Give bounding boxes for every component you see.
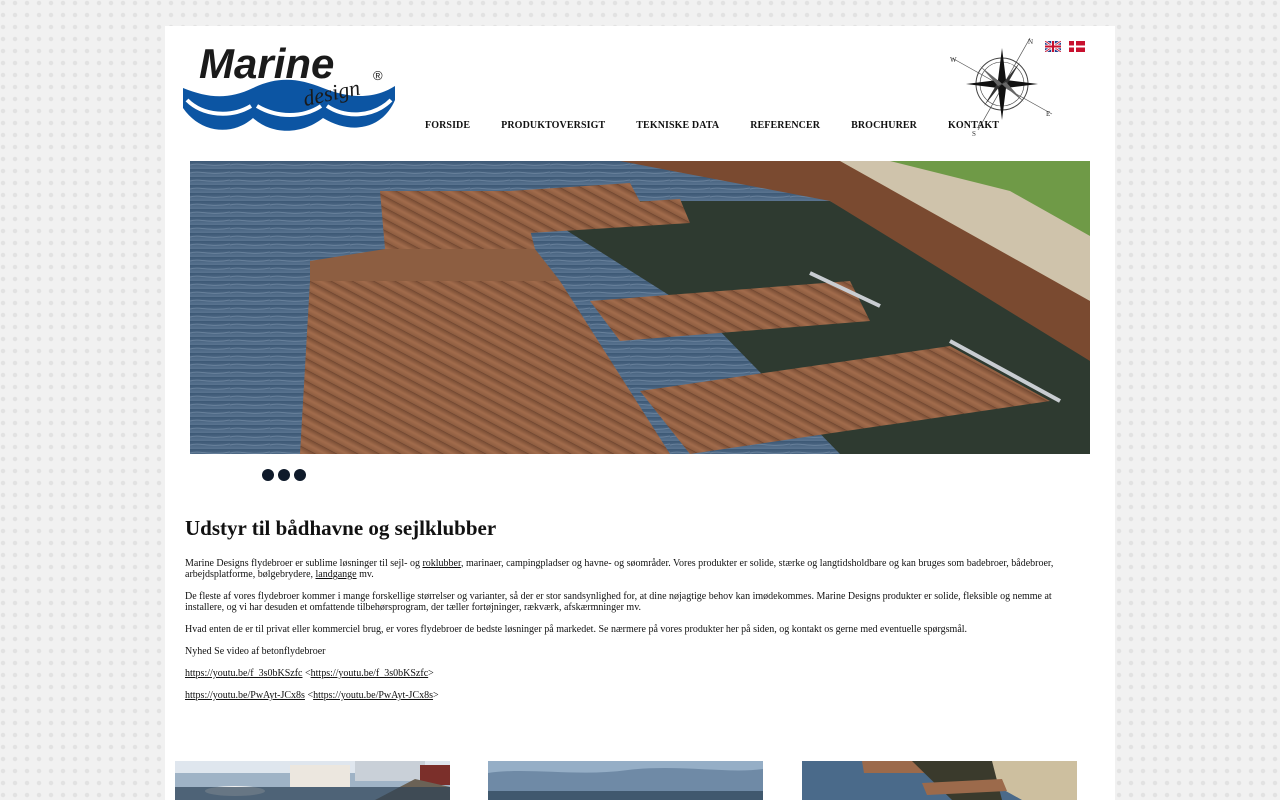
video-link-row [185,668,1085,679]
slider-dot[interactable] [278,469,290,481]
nav-item-forside[interactable]: FORSIDE [425,120,471,131]
slider-dot[interactable] [294,469,306,481]
hero-slide-image [190,161,1090,454]
language-switcher [1045,41,1085,52]
intro-text-part: Marine Designs flydebroer er sublime løsninger til sejl- og [185,558,423,569]
video-link[interactable]: https://youtu.be/f_3s0bKSzfc [310,668,429,679]
nav-item-brochurer[interactable]: BROCHURER [851,120,917,131]
compass-south-letter: S [972,130,976,138]
bracket-text: > [428,668,434,679]
variants-paragraph: De fleste af vores flydebroer kommer i mange forskellige størrelser og varianter, så der er stor sandsynlighed for, at dine nøjagtige behov kan imødekommes. Marine Designs produkter er solide, fleksible og nemme at installere, og vi har desuden et omfattende tilbehørsprogram, der tæller fortøjninger, rækværk, afskærmninger mv. [185,591,1052,613]
main-content [185,516,1085,712]
danish-flag-icon[interactable] [1069,41,1085,52]
landgange-link[interactable]: landgange [315,569,357,580]
thumbnail-image[interactable] [802,761,1077,800]
compass-east-letter: E [1046,110,1051,118]
bracket-text: < [302,668,311,679]
marine-design-logo[interactable] [183,38,395,134]
intro-text-part: , marinaer, campingpladser og havne- og søområder. Vores produkter er solide, stærke og langtidsholdbare og kan bruges som badebroer, bådebroer, arbejdsplatforme, bølgebrydere, [185,558,1054,580]
nav-item-tekniske-data[interactable]: TEKNISKE DATA [636,120,720,131]
page-container [165,26,1115,800]
news-paragraph: Nyhed Se video af betonflydebroer [185,646,326,657]
thumbnail-image[interactable] [175,761,450,800]
logo-registered-mark: ® [373,68,383,83]
video-link[interactable]: https://youtu.be/f_3s0bKSzfc [185,668,303,679]
video-link[interactable]: https://youtu.be/PwAyt-JCx8s [313,690,434,701]
slider-dots [262,469,306,481]
page-title: Udstyr til bådhavne og sejlklubber [185,516,497,540]
uk-flag-icon[interactable] [1045,41,1061,52]
nav-item-referencer[interactable]: REFERENCER [750,120,821,131]
video-link-row [185,690,1085,701]
compass-west-letter: W [950,56,957,64]
bracket-text: > [433,690,439,701]
slider-dot[interactable] [262,469,274,481]
intro-text-part: mv. [356,569,374,580]
usage-paragraph: Hvad enten de er til privat eller kommerciel brug, er vores flydebroer de bedste løsninger på markedet. Se nærmere på vores produkter her på siden, og kontakt os gerne med eventuelle spørgsmål. [185,624,968,635]
compass-north-letter: N [1028,38,1034,46]
video-link[interactable]: https://youtu.be/PwAyt-JCx8s [185,690,305,701]
logo-sub: design [300,74,363,111]
main-nav [425,120,1030,131]
roklubber-link[interactable]: roklubber [422,558,461,569]
logo-word: Marine [199,40,335,87]
bracket-text: < [304,690,314,701]
intro-paragraph [185,558,1085,580]
nav-item-kontakt[interactable]: KONTAKT [948,120,1000,131]
thumbnail-image[interactable] [488,761,763,800]
nav-item-produktoversigt[interactable]: PRODUKTOVERSIGT [501,120,606,131]
